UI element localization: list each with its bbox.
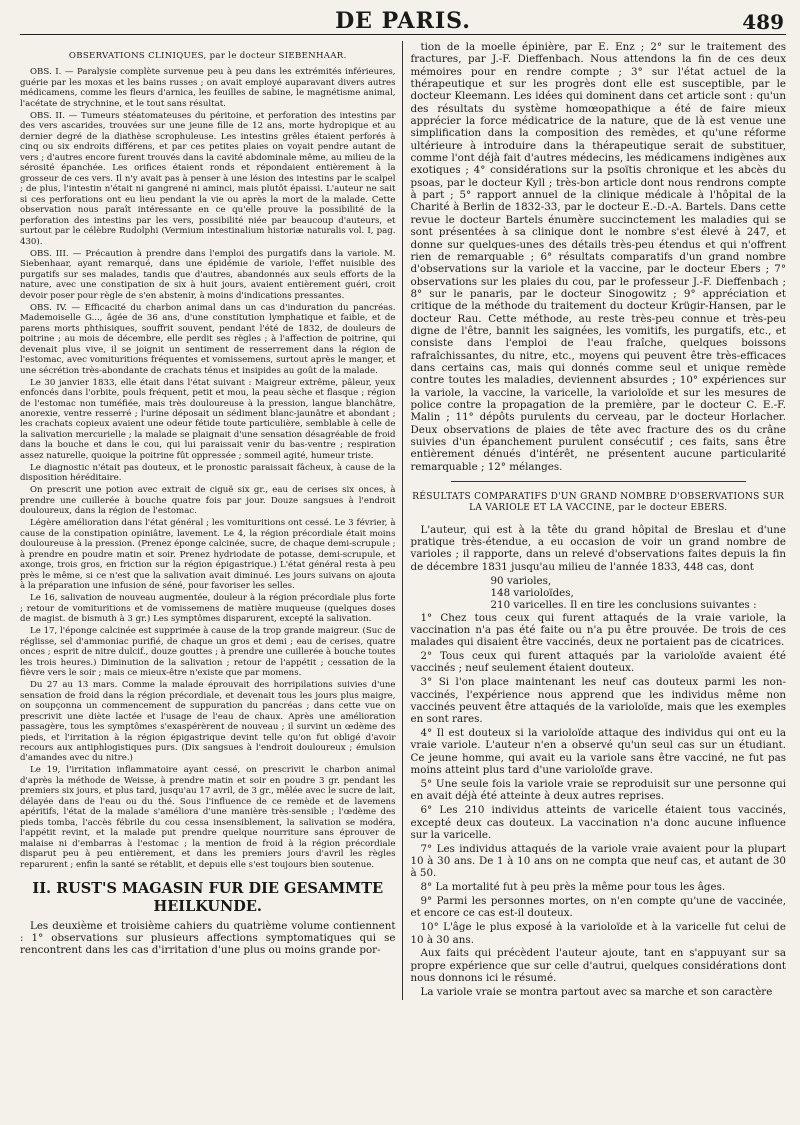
list-item: 210 varicelles. Il en tire les conclusions suivantes :	[490, 599, 757, 612]
paragraph: Le 16, salivation de nouveau augmentée, douleur à la région précordiale plus forte ; retour de vomituritions et de vomissemens de matière muqueuse (quelques doses de magist. de bismuth à 3 gr.) Les symptômes disparurent, excepté la salivation.	[20, 593, 396, 625]
conclusion-item: La variole vraie se montra partout avec sa marche et son caractère	[420, 986, 773, 998]
paragraph: Le 19, l'irritation inflammatoire ayant cessé, on prescrivit le charbon animal d'après la méthode de Weisse, à prendre matin et soir en poudre 3 gr. pendant les premiers six jours, et plus tard, jusqu'au 17 avril, de 3 gr., mêlée avec le sucre de lait, délayée dans de l'eau ou du thé. Sous l'influence de ce remède et de lavemens apéritifs, l'état de la malade s'améliora d'une manière très-sensible ; l'œdème des pieds tomba, l'accès fébrile du cou cessa insensiblement, la salivation se modéra, l'appétit revint, et la malade put prendre quelque nourriture sans éprouver de malaise ni d'embarras à l'estomac ; la mention de froid à la région précordiale disparut peu à peu entièrement, et dans les premiers jours d'avril les règles reparurent ; enfin la santé se rétablit, et depuis elle s'est toujours bien soutenue.	[20, 765, 396, 870]
right-top-paragraphs	[411, 41, 787, 473]
running-title: DE PARIS.	[335, 8, 471, 34]
conclusions-list	[411, 612, 787, 999]
section-title-ebers: RÉSULTATS COMPARATIFS D'UN GRAND NOMBRE D'OBSERVATIONS SUR LA VARIOLE ET LA VACCINE, par le docteur EBERS.	[412, 492, 785, 513]
page-number: 489	[742, 10, 784, 34]
paragraph: OBS. III. — Précaution à prendre dans l'emploi des purgatifs dans la variole. M. Siebenhaar, ayant remarqué, dans une épidémie de variole, l'effet nuisible des purgatifs sur ses malades, tandis que d'autres, abandonnés aux seuls efforts de la nature, avec une constipation de six à huit jours, avaient entièrement guéri, croit devoir poser pour règle de s'en abstenir, à moins d'indications pressantes.	[20, 248, 396, 301]
section-title-observations: OBSERVATIONS CLINIQUES, par le docteur SIEBENHAAR.	[68, 51, 347, 61]
conclusion-item: 7° Les individus attaqués de la variole vraie avaient pour la plupart 10 à 30 ans. De 1 à 10 ans on ne compta que neuf cas, et autant de 30 à 50.	[410, 842, 786, 880]
paragraph: Du 27 au 13 mars. Comme la malade éprouvait des horripilations suivies d'une sensation de froid dans la région précordiale, et devenait tous les jours plus maigre, on soupçonna un commencement de suppuration du pancréas ; dans cette vue on prescrivit une diète lactée et l'usage de l'eau de chaux. Après une amélioration passagère, tous les symptômes s'exaspérèrent de nouveau ; il survint un œdème des pieds, et l'irritation à la région épigastrique devint telle qu'on fut obligé d'avoir recours aux antiphlogistiques purs. (Dix sangsues à l'endroit douloureux ; émulsion d'amandes avec du nitre.)	[20, 680, 396, 764]
list-item: 90 varioles,	[490, 574, 552, 587]
text-columns	[20, 41, 786, 1000]
section-divider	[451, 481, 747, 482]
section-title-rust-magasin: II. RUST'S MAGASIN FUR DIE GESAMMTE HEILKUNDE.	[32, 880, 384, 916]
paragraph: Le 17, l'éponge calcinée est supprimée à cause de la trop grande maigreur. (Suc de réglisse, sel d'ammoniac purifié, de chaque un gros et demi ; eau de cerises, quatre onces ; esprit de nitre dulcif., douze gouttes ; à prendre une cuillerée à bouche toutes les trois heures.) Diminution de la salivation ; retour de l'appétit ; cessation de la fièvre vers le soir ; mais ce mieux-être n'existe que par momens.	[20, 626, 396, 679]
paragraph: OBS. IV. — Efficacité du charbon animal dans un cas d'induration du pancréas. Mademoiselle G..., âgée de 36 ans, d'une constitution lymphatique et faible, et de parens morts phthisiques, souffrit souvent, pendant l'été de 1832, de douleurs de poitrine ; au mois de décembre, elle perdit ses règles ; à l'affection de poitrine, qui devenait plus vive, il se joignit un sentiment de resserrement dans la région de l'estomac, avec vomituritions fréquentes et vomissemens, surtout après le manger, et une sécrétion très-abondante de crachats ténus et insipides au goût de la malade.	[20, 302, 396, 376]
conclusion-item: 6° Les 210 individus atteints de varicelle étaient tous vaccinés, excepté deux cas douteux. La vaccination n'a donc aucune influence sur la varicelle.	[410, 804, 786, 841]
paragraph: Les deuxième et troisième cahiers du quatrième volume contiennent : 1° observations sur plusieurs affections symptomatiques qui se rencontrent dans les cas d'irritation d'une plus ou moins grande por-	[20, 919, 396, 957]
conclusion-item: 10° L'âge le plus exposé à la varioloïde et à la varicelle fut celui de 10 à 30 ans.	[410, 921, 786, 946]
conclusion-item: 9° Parmi les personnes mortes, on n'en compte qu'une de vaccinée, et encore ce cas est-il douteux.	[410, 895, 786, 920]
paragraph: OBS. II. — Tumeurs stéatomateuses du péritoine, et perforation des intestins par des vers ascarides, trouvées sur une jeune fille de 12 ans, morte hydropique et au dernier degré de la diathèse scrophuleuse. Les intestins grêles étaient perforés à cinq ou six endroits différens, et par ces petites plaies on voyait pendre autant de vers ; d'autres encore furent trouvés dans la cavité abdominale même, au milieu de la sérosité épanchée. Les orifices étaient ronds et répondaient entièrement à la grosseur de ces vers. Il n'y avait pas à penser à une lésion des intestins par le scalpel ; de plus, l'intestin n'était ni gangrené ni aminci, mais plutôt épaissi. L'auteur ne sait si ces perforations ont eu lieu pendant la vie ou après la mort de la malade. Cette observation nous paraît intéressante en ce qu'elle prouve la possibilité de la perforation des intestins par les vers, possibilité niée par beaucoup d'auteurs, et surtout par le célèbre Rudolphi (Vermium intestinalium historiæ naturalis vol. I, pag. 430).	[20, 110, 396, 247]
page-header	[20, 8, 786, 35]
left-paragraphs	[20, 67, 396, 870]
conclusion-item: 3° Si l'on place maintenant les neuf cas douteux parmi les non-vaccinés, l'expérience nous apprend que les individus même non vaccinés peuvent être attaqués de la varioloïde, mais que les exemples en sont rares.	[410, 676, 786, 726]
left-bottom-paragraphs	[20, 920, 396, 957]
conclusion-item: 5° Une seule fois la variole vraie se reproduisit sur une personne qui en avait déjà été atteinte à deux autres reprises.	[410, 778, 786, 803]
paragraph: On prescrit une potion avec extrait de ciguë six gr., eau de cerises six onces, à prendre une cuillerée à bouche quatre fois par jour. Douze sangsues à l'endroit douloureux, dans la région de l'estomac.	[20, 485, 396, 517]
paragraph: Le 30 janvier 1833, elle était dans l'état suivant : Maigreur extrême, pâleur, yeux enfoncés dans l'orbite, pouls fréquent, petit et mou, la peau sèche et flasque ; région de l'estomac non tuméfiée, mais très douloureuse à la pression, langue blanchâtre, anorexie, ventre resserré ; l'urine déposait un sédiment blanc-jaunâtre et abondant ; les crachats copieux avaient une odeur fétide toute particulière, semblable à celle de la salivation mercurielle ; la malade se plaignait d'une sensation désagréable de froid dans la bouche et dans le cou, qui lui paraissait venir du bas-ventre ; respiration assez naturelle, quoique la poitrine fût oppressée ; sommeil agité, humeur triste.	[20, 377, 396, 461]
ebers-intro: L'auteur, qui est à la tête du grand hôpital de Breslau et d'une pratique très-étendue, a eu occasion de voir un grand nombre de varioles ; il rapporte, dans un relevé d'observations faites depuis la fin de décembre 1831 jusqu'au milieu de l'année 1833, 448 cas, dont	[410, 523, 786, 573]
left-column	[20, 41, 403, 1000]
paragraph: Légère amélioration dans l'état général ; les vomituritions ont cessé. Le 3 février, à cause de la constipation opiniâtre, lavement. Le 4, la région précordiale était moins douloureuse à la pression. (Prenez éponge calcinée, sucre, de chaque demi-scrupule ; à prendre en poudre matin et soir. Prenez hydriodate de potasse, demi-scrupule, et axonge, trois gros, en friction sur la région épigastrique.) L'état général resta à peu près le même, si ce n'est que la salivation avait diminué. Les jours suivans on ajouta à la préparation une infusion de séné, pour favoriser les selles.	[20, 518, 396, 592]
list-item: 148 varioloïdes,	[490, 586, 574, 599]
right-column	[403, 41, 787, 1000]
paragraph: OBS. I. — Paralysie complète survenue peu à peu dans les extrémités inférieures, guérie par les moxas et les bains russes ; on avait employé auparavant divers autres médicamens, comme les fleurs d'arnica, les feuilles de sabine, le magnétisme animal, l'acétate de strychnine, et le tout sans résultat.	[20, 67, 396, 109]
case-count-list	[411, 575, 787, 612]
conclusion-item: 4° Il est douteux si la varioloïde attaque des individus qui ont eu la vraie variole. L'auteur n'en a observé qu'un seul cas sur un étudiant. Ce jeune homme, qui avait eu la variole sans être vacciné, ne fut pas moins atteint plus tard d'une varioloïde grave.	[410, 727, 786, 777]
conclusion-item: 2° Tous ceux qui furent attaqués par la varioloïde avaient été vaccinés ; neuf seulement étaient douteux.	[410, 650, 786, 675]
conclusion-item: 8° La mortalité fut à peu près la même pour tous les âges.	[420, 881, 726, 894]
conclusion-item: Aux faits qui précèdent l'auteur ajoute, tant en s'appuyant sur sa propre expérience que sur celle d'autrui, quelques considérations dont nous donnons ici le résumé.	[410, 947, 786, 985]
conclusion-item: 1° Chez tous ceux qui furent attaqués de la vraie variole, la vaccination n'a pas été faite ou n'a pu être prouvée. De trois de ces malades qui disaient être vaccinés, deux ne portaient pas de cicatrices.	[410, 611, 786, 649]
paragraph: tion de la moelle épinière, par E. Enz ; 2° sur le traitement des fractures, par J.-F. Dieffenbach. Nous attendons la fin de ces deux mémoires pour en rendre compte ; 3° sur l'état actuel de la thérapeutique et sur les progrès dont elle est susceptible, par le docteur Kleemann. Les idées qui dominent dans cet article sont : qu'un des résultats du système homœopathique a été de faire mieux apprécier la force médicatrice de la nature, que de là est venue une simplification dans la composition des remèdes, et qu'une réforme ultérieure à introduire dans la thérapeutique serait de substituer, comme l'ont déjà fait d'autres médecins, les médicamens indigènes aux exotiques ; 4° considérations sur la psoïtis chronique et les abcès du psoas, par le docteur Kyll ; très-bon article dont nous rendrons compte à part ; 5° rapport annuel de la clinique médicale à l'hôpital de la Charité à Berlin de 1832-33, par le docteur E.-D.-A. Bartels. Dans cette revue le docteur Bartels énumère succinctement les maladies qui se sont présentées à sa clinique dont le nombre s'est élevé à 247, et donne sur quelques-unes des détails très-peu étendus et qui n'offrent rien de remarquable ; 6° résultats comparatifs d'un grand nombre d'observations sur la variole et la vaccine, par le docteur Ebers ; 7° observations sur les plaies du cou, par le professeur J.-F. Dieffenbach ; 8° sur le panaris, par le docteur Sinogowitz ; 9° appréciation et critique de la méthode du traitement du docteur Krügir-Hansen, par le docteur Rau. Cette méthode, au reste très-peu connue et très-peu digne de l'être, bannit les saignées, les vomitifs, les purgatifs, etc., et consiste dans l'emploi de l'eau fraîche, quelques boissons rafraîchissantes, du nitre, etc., moyens qui peuvent être très-efficaces dans certains cas, mais qui donnés comme seul et unique remède contre toutes les maladies, deviennent absurdes ; 10° expériences sur la variole, la vaccine, la varicelle, la varioloïde et sur les mesures de police contre la propagation de la première, par le docteur C. E.-F. Malin ; 11° dépôts purulents du cerveau, par le docteur Horlacher. Deux observations de plaies de tête avec fracture des os du crâne suivies d'un épanchement purulent consécutif ; ces faits, sans être entièrement dénués d'intérêt, ne présentent aucune particularité remarquable ; 12° mélanges.	[410, 41, 786, 473]
paragraph: Le diagnostic n'était pas douteux, et le pronostic paraissait fâcheux, à cause de la disposition héréditaire.	[20, 462, 396, 484]
